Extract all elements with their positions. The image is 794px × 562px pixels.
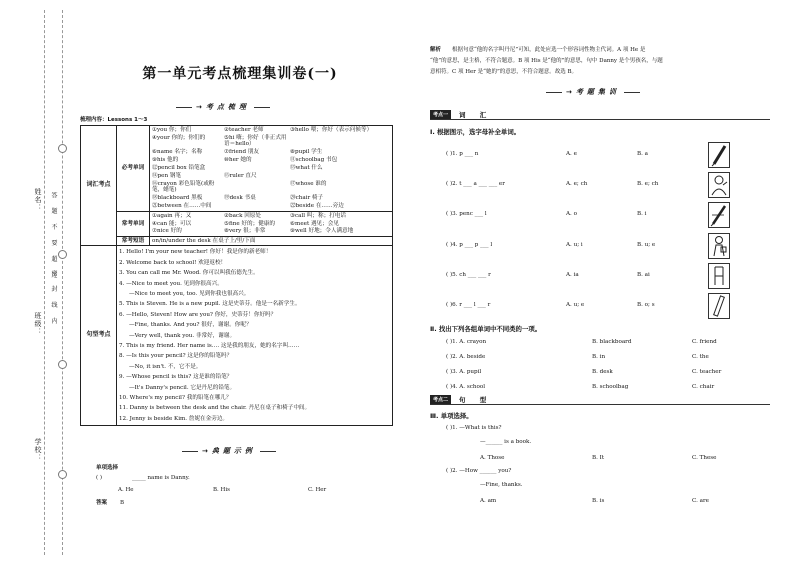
must-word: ④your 你的；你们的 (152, 134, 206, 141)
part2-option-b: B. desk (592, 369, 613, 375)
part2-question: ( )4. A. school (446, 384, 485, 390)
part1-question: ( )3. penc ___ l (446, 211, 487, 217)
pupil-icon (708, 233, 730, 259)
class-label: 班级： (34, 312, 42, 336)
part1-option-a: A. u; e (566, 302, 585, 308)
part1-option-a: A. o (566, 211, 577, 217)
teacher-icon (708, 172, 730, 198)
ruler-icon (708, 293, 730, 319)
analysis-line-1: 根据句意“他的名字叫丹尼”可知，此处应选一个形容词性物主代词。A 项 He 是 (452, 47, 646, 53)
binding-hole (58, 360, 67, 369)
banner-practice: → 考题集训 (546, 87, 640, 97)
part2-option-b: B. schoolbag (592, 384, 629, 390)
seal-line-text: 密 封 线 内 (50, 270, 57, 328)
part1-heading: Ⅰ. 根据图示，选字母补全单词。 (430, 128, 521, 136)
must-words-cell (150, 126, 393, 212)
analysis-line-3: 意相符。C 项 Her 是“她的”的意思，不符合题意。故选 B。 (430, 69, 578, 75)
part3-option-c: C. are (692, 498, 709, 504)
part3-option-a: A. am (480, 498, 497, 504)
review-header: 梳理内容：Lessons 1～3 (80, 117, 148, 123)
must-word: ⑪schoolbag 书包 (290, 157, 338, 164)
part1-option-b: B. i (637, 211, 647, 217)
banner-example-label: 典题示例 (211, 447, 256, 455)
section-vocab-rule (430, 119, 770, 120)
section-sentence-word: 句 型 (459, 396, 493, 404)
sentence-item: 3. You can call me Mr. Wood. 你可以叫我伍德先生。 (119, 270, 259, 277)
common-word: ⑥meet 遇见；会见 (290, 220, 339, 227)
common-word: ②back 回原处 (224, 212, 262, 219)
sentence-item: 8. —Is this your pencil? 这是你的铅笔吗？ (119, 353, 233, 360)
example-question: _____ name is Danny. (132, 475, 190, 481)
part1-option-a: A. e; ch (566, 181, 588, 187)
banner-review-label: 考点梳理 (205, 103, 250, 111)
must-word: ⑤hi 嗨；你好（非正式用语＝hello） (224, 134, 287, 148)
part2-option-c: C. teacher (692, 369, 722, 375)
must-word: ⑳chair 椅子 (290, 195, 324, 202)
part1-question: ( )4. p ___ p ___ l (446, 242, 493, 248)
sentence-list (119, 247, 390, 424)
analysis-line-2: “他”的意思，是主格，不符合题意。B 项 His 是“他的”的意思，句中 Danny 是个男孩名，与题 (430, 58, 663, 64)
part1-question: ( )5. ch ___ ___ r (446, 272, 491, 278)
sentence-item: 5. This is Steven. He is a new pupil. 这是史蒂芬。他是一名新学生。 (119, 301, 301, 308)
sentence-item: —Nice to meet you, too. 见到你我也很高兴。 (129, 290, 250, 297)
part3-option-b: B. is (592, 498, 605, 504)
sentence-item: —Very well, thank you. 非常好，谢谢。 (129, 332, 236, 339)
must-word: ⑭pen 钢笔 (152, 173, 182, 180)
common-word: ③call 叫；称；打电话 (290, 212, 346, 219)
chair-icon (708, 263, 730, 289)
sentence-cell (117, 246, 393, 426)
part2-option-c: C. friend (692, 339, 717, 345)
must-word: ㉑between 在……中间 (152, 203, 212, 210)
answer-label: 答案 (96, 500, 108, 506)
must-word (224, 203, 290, 209)
section-vocab-word: 词 汇 (459, 111, 493, 119)
example-option-c: C. Her (308, 487, 327, 493)
banner-example: → 典题示例 (182, 446, 276, 456)
sentence-item: 2. Welcome back to school! 欢迎返校！ (119, 259, 227, 266)
part1-question: ( )2. t ___ a ___ ___ er (446, 181, 505, 187)
must-word: ⑯crayon 彩色铅笔(或粉笔，蜡笔) (152, 180, 215, 194)
example-heading: 单项选择 (96, 465, 119, 471)
part1-option-a: A. e (566, 151, 577, 157)
section-vocab-header (430, 110, 492, 119)
common-word: ⑦nice 好的 (152, 228, 182, 235)
sentence-item: —No, it isn't. 不，它不是。 (129, 363, 202, 370)
must-words-grid (152, 127, 390, 210)
banner-review: → 考点梳理 (176, 102, 270, 112)
part3-question-line2: —______ is a book. (480, 439, 532, 445)
no-answer-text: 答 题 不 要 超 过 (50, 192, 57, 282)
part2-question: ( )2. A. beside (446, 354, 486, 360)
phrase-label: 常考短语 (117, 236, 150, 245)
must-word: ③hello 喂；你好（表示问候等） (290, 127, 373, 133)
part1-option-a: A. u; i (566, 242, 583, 248)
review-table (80, 125, 393, 426)
must-word: ⑱blackboard 黑板 (152, 195, 203, 202)
sentence-item: —Fine, thanks. And you? 很好，谢谢。你呢？ (129, 322, 252, 329)
must-word: ②teacher 老师 (224, 127, 264, 133)
part3-question-line2: —Fine, thanks. (480, 482, 523, 488)
part3-question: ( )1. —What is this? (446, 425, 502, 431)
part1-option-a: A. ia (566, 272, 579, 278)
sentence-item: 12. Jenny is beside Kim. 詹妮在金旁边。 (119, 415, 229, 422)
part2-question: ( )3. A. pupil (446, 369, 482, 375)
must-word (290, 135, 390, 148)
part3-heading: Ⅲ. 单项选择。 (430, 412, 473, 420)
sentence-item: 4. —Nice to meet you. 见到你很高兴。 (119, 280, 223, 287)
sentence-item: 7. This is my friend. Her name is…. 这是我的朋友，她的名字叫…… (119, 342, 300, 349)
part2-option-c: C. chair (692, 384, 715, 390)
sentence-item: 10. Where's my pencil? 我的铅笔在哪儿？ (119, 395, 232, 402)
analysis-label: 解析 (430, 47, 442, 53)
part3-question: ( )2. —How ______ you? (446, 468, 512, 474)
binding-hole (58, 470, 67, 479)
part3-option-b: B. It (592, 455, 605, 461)
sentence-item: 1. Hello! I'm your new teacher! 你好！我是你的新老师！ (119, 249, 272, 256)
must-word (290, 173, 390, 179)
section-sentence-header (430, 395, 492, 404)
common-words-grid (152, 213, 390, 235)
example-option-b: B. His (213, 487, 230, 493)
must-word: ⑥name 名字；名称 (152, 149, 203, 156)
common-word: ①again 再；又 (152, 212, 192, 219)
vocab-label: 词汇考点 (81, 126, 117, 246)
part2-question: ( )1. A. crayon (446, 339, 487, 345)
common-word: ④can 能；可以 (152, 220, 192, 227)
name-label: 姓名： (34, 188, 42, 212)
common-words-cell (150, 211, 393, 236)
pen-icon (708, 142, 730, 168)
must-word: ㉒beside 在……旁边 (290, 203, 344, 210)
common-words-label: 常考单词 (117, 211, 150, 236)
answer-value: B (120, 500, 125, 506)
sentence-item: —It's Danny's pencil. 它是丹尼的铅笔。 (129, 384, 236, 391)
must-words-label: 必考单词 (117, 126, 150, 212)
sentence-item: 6. —Hello, Steven! How are you? 你好，史蒂芬！你好吗？ (119, 311, 277, 318)
binding-hole (58, 144, 67, 153)
must-word: ⑩her 她的 (224, 157, 252, 164)
cut-line (44, 10, 45, 555)
page-title: 第一单元考点梳理集训卷(一) (142, 66, 338, 82)
part1-option-b: B. e; ch (637, 181, 659, 187)
part1-question: ( )1. p ___ n (446, 151, 479, 157)
example-option-a: A. He (118, 487, 134, 493)
must-word (224, 181, 290, 194)
part2-heading: Ⅱ. 找出下列各组单词中不同类的一项。 (430, 325, 542, 333)
school-label: 学校： (34, 438, 42, 462)
part2-option-c: C. the (692, 354, 709, 360)
example-bracket: ( ) (96, 475, 103, 481)
must-word: ⑮ruler 直尺 (224, 173, 257, 180)
must-word: ⑰whose 谁的 (290, 180, 327, 187)
pencil-icon (708, 202, 730, 228)
must-word: ①you 你；你们 (152, 127, 192, 133)
must-word: ⑧pupil 学生 (290, 149, 323, 156)
must-word: ⑦friend 朋友 (224, 149, 260, 156)
must-word: ⑲desk 书桌 (224, 195, 256, 202)
common-word: ⑤fine 好的；健康的 (224, 220, 275, 227)
part1-option-b: B. o; s (637, 302, 655, 308)
must-word: ⑬what 什么 (290, 165, 323, 172)
section-sentence-rule (430, 404, 770, 405)
part2-option-b: B. in (592, 354, 606, 360)
binding-hole (58, 250, 67, 259)
part2-option-b: B. blackboard (592, 339, 632, 345)
banner-practice-label: 考题集训 (575, 88, 620, 96)
part1-option-b: B. u; e (637, 242, 656, 248)
part1-option-b: B. ai (637, 272, 650, 278)
common-word: ⑨well 好地；令人满意地 (290, 228, 354, 235)
sentence-item: 11. Danny is between the desk and the chair. 丹尼在桌子和椅子中间。 (119, 405, 311, 412)
binding-margin (0, 0, 72, 562)
section-vocab-tag: 考点一 (430, 110, 451, 119)
must-word: ⑨his 他的 (152, 157, 179, 164)
common-word: ⑧very 很；非常 (224, 228, 266, 235)
sentence-label: 句型考点 (81, 246, 117, 426)
part3-option-c: C. These (692, 455, 717, 461)
section-sentence-tag: 考点二 (430, 395, 451, 404)
phrase-value: on/in/under the desk 在桌子上/里/下面 (150, 236, 393, 245)
sentence-item: 9. —Whose pencil is this? 这是谁的铅笔？ (119, 374, 233, 381)
part1-question: ( )6. r ___ l ___ r (446, 302, 491, 308)
part3-option-a: A. Those (480, 455, 505, 461)
must-word (224, 165, 290, 171)
part1-option-b: B. a (637, 151, 649, 157)
must-word: ⑫pencil box 铅笔盒 (152, 165, 206, 172)
